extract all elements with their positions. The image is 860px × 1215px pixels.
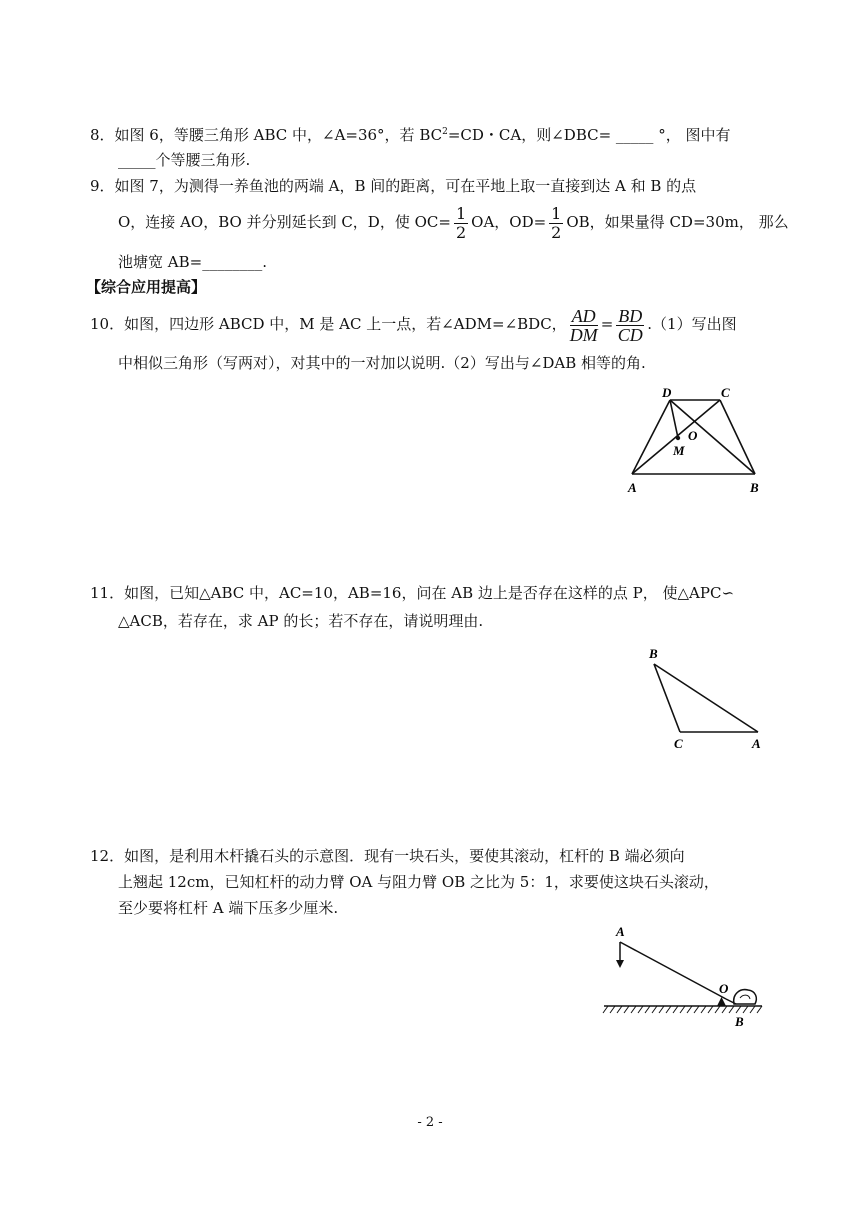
q9-text-c: OB，如果量得 CD=30m， 那么 (566, 213, 789, 231)
label-b: B (649, 646, 658, 661)
q9-text-b: OA，OD= (471, 213, 547, 231)
q10-line-2: 中相似三角形（写两对），对其中的一对加以说明.（2）写出与∠DAB 相等的角. (118, 354, 646, 372)
edge-bc (654, 664, 680, 732)
stone-shape (734, 990, 757, 1004)
down-arrow-icon (616, 960, 624, 968)
label-o: O (688, 428, 698, 443)
q10-line-1 (90, 302, 737, 346)
label-b: B (750, 480, 759, 495)
q12-lever-figure (600, 918, 770, 1036)
fraction-numerator: 1 (455, 203, 467, 223)
fraction-denominator: CD (617, 324, 643, 345)
q12-line-1: 12．如图，是利用木杆撬石头的示意图．现有一块石头，要使其滚动，杠杆的 B 端必须向 (90, 847, 685, 865)
fraction-denominator: 2 (551, 222, 562, 242)
q10-fraction-bd-cd (616, 307, 644, 344)
label-a: A (628, 480, 637, 495)
q9-line-1: 9．如图 7，为测得一养鱼池的两端 A，B 间的距离，可在平地上取一直接到达 A 和 B 的点 (90, 177, 697, 195)
q12-line-2: 上翘起 12cm，已知杠杆的动力臂 OA 与阻力臂 OB 之比为 5：1，求要使这块石头滚动， (118, 873, 719, 891)
fraction-numerator: BD (618, 305, 643, 326)
diagonal-ac (632, 400, 720, 474)
edge-da (632, 400, 670, 474)
label-d: D (662, 385, 672, 400)
q8-superscript: 2 (442, 127, 448, 137)
q11-triangle-figure (640, 644, 770, 754)
fraction-denominator: 2 (455, 222, 467, 242)
edge-cb (720, 400, 755, 474)
q11-line-1: 11．如图，已知△ABC 中，AC=10，AB=16，问在 AB 边上是否存在这样的点 P， 使△APC∽ (90, 584, 735, 602)
ground-hatching (603, 1006, 762, 1013)
q8-line-2: _____个等腰三角形. (118, 151, 251, 169)
q12-line-3: 至少要将杠杆 A 端下压多少厘米. (118, 899, 339, 917)
q9-line-3: 池塘宽 AB=________. (118, 253, 267, 271)
q8-text-b: =CD・CA，则∠DBC= _____ °， 图中有 (447, 126, 731, 144)
diagonal-db (670, 400, 755, 474)
q10-quadrilateral-figure (620, 382, 770, 498)
fraction-numerator: 1 (551, 203, 562, 223)
q9-text-a: O，连接 AO，BO 并分别延长到 C，D，使 OC= (118, 213, 451, 231)
label-a: A (616, 924, 625, 939)
q8-line-1 (90, 122, 730, 145)
q9-fraction-2 (549, 205, 563, 242)
q11-line-2: △ACB，若存在，求 AP 的长；若不存在，请说明理由. (118, 612, 484, 630)
q8-text-a: 8．如图 6，等腰三角形 ABC 中，∠A=36°，若 BC (90, 126, 443, 144)
label-c: C (721, 385, 730, 400)
label-a: A (752, 736, 761, 751)
label-b: B (735, 1014, 744, 1029)
q10-fraction-ad-dm (570, 307, 598, 344)
q9-line-2 (118, 202, 789, 242)
q10-text-a: 10．如图，四边形 ABCD 中，M 是 AC 上一点，若∠ADM=∠BDC， (90, 315, 567, 333)
stone-texture (740, 995, 750, 999)
label-o: O (719, 981, 729, 996)
q10-text-b: .（1）写出图 (647, 315, 737, 333)
page-number: - 2 - (417, 1115, 443, 1130)
lever-bar (620, 942, 726, 999)
label-m: M (673, 443, 685, 458)
edge-ba (654, 664, 758, 732)
q9-fraction-1 (454, 205, 468, 242)
label-c: C (674, 736, 683, 751)
fraction-numerator: AD (571, 305, 596, 326)
section-title: 【综合应用提高】 (86, 278, 207, 296)
fraction-denominator: DM (569, 324, 598, 345)
point-m (676, 436, 680, 440)
equals-sign: = (600, 315, 614, 333)
